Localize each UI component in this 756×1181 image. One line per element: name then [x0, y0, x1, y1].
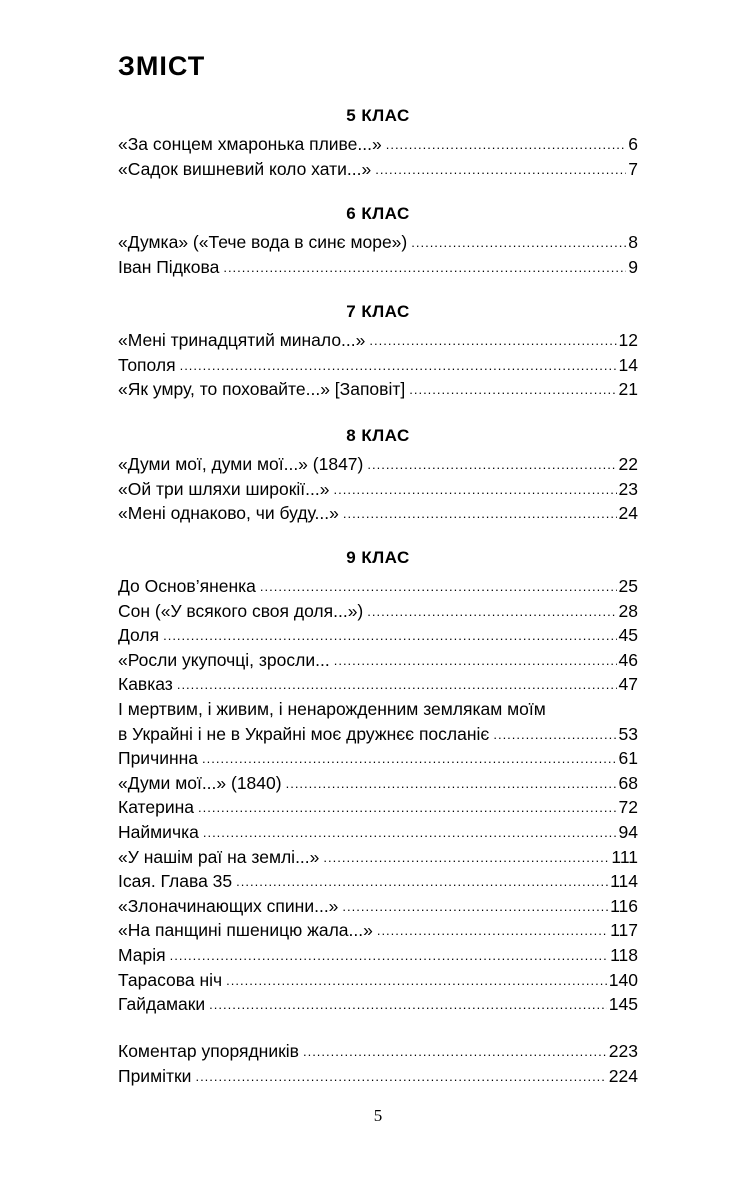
entry-page-number: 224	[608, 1065, 638, 1086]
entry-title: «Мені однаково, чи буду...»	[118, 503, 339, 524]
dot-leader	[493, 723, 616, 748]
section-grade-9	[118, 548, 638, 1017]
dot-leader	[342, 895, 608, 920]
dot-leader	[411, 231, 626, 256]
entry-title: «Садок вишневий коло хати...»	[118, 158, 372, 179]
entry-title: «За сонцем хмаронька пливе...»	[118, 134, 382, 154]
dot-leader	[334, 649, 617, 674]
entry-page-number: 53	[618, 723, 638, 744]
entry-title: «Думи мої...» (1840)	[118, 772, 282, 793]
dot-leader	[198, 796, 617, 821]
entry-page-number: 111	[611, 846, 638, 867]
toc-entry[interactable]	[118, 132, 638, 157]
entry-title: «Злоначинающих спини...»	[118, 895, 339, 916]
entry-title: «Як умру, то поховайте...» [Заповіт]	[118, 379, 406, 400]
entry-title: Причинна	[118, 748, 199, 769]
toc-entry[interactable]	[118, 1039, 638, 1064]
entry-title-line1: І мертвим, і живим, і ненарожденним землякам моїм	[118, 698, 546, 719]
toc-entry[interactable]	[118, 968, 638, 993]
dot-leader	[163, 624, 616, 649]
toc-entry[interactable]	[118, 722, 638, 747]
dot-leader	[177, 673, 617, 698]
toc-list	[118, 452, 638, 526]
section-grade-6	[118, 204, 638, 279]
dot-leader	[286, 772, 617, 797]
entry-page-number: 140	[608, 969, 638, 990]
toc-entry[interactable]	[118, 746, 638, 771]
page-title: ЗМІСТ	[118, 51, 206, 81]
entry-title: Іван Підкова	[118, 256, 220, 277]
section-heading: 6 КЛАС	[346, 204, 410, 223]
entry-page-number: 46	[618, 649, 638, 670]
toc-entry[interactable]	[118, 918, 638, 943]
entry-page-number: 118	[610, 944, 638, 965]
dot-leader	[209, 993, 607, 1018]
entry-page-number: 23	[618, 478, 638, 499]
toc-entry[interactable]	[118, 255, 638, 280]
section-heading: 9 КЛАС	[346, 548, 410, 567]
entry-page-number: 28	[618, 600, 638, 621]
entry-page-number: 24	[618, 503, 638, 524]
toc-list	[118, 132, 638, 181]
entry-title: Тарасова ніч	[118, 969, 223, 990]
toc-list	[118, 328, 638, 402]
toc-entry[interactable]	[118, 157, 638, 182]
entry-title: «У нашім раї на землі...»	[118, 846, 320, 867]
section-grade-7	[118, 302, 638, 402]
dot-leader	[180, 354, 617, 379]
entry-title: Доля	[118, 625, 160, 646]
entry-title: «На панщині пшеницю жала...»	[118, 920, 373, 941]
toc-entry[interactable]	[118, 820, 638, 845]
entry-title: Марія	[118, 944, 166, 965]
dot-leader	[375, 158, 626, 183]
entry-title: «Ой три шляхи широкії...»	[118, 478, 330, 499]
toc-entry[interactable]	[118, 845, 638, 870]
toc-entry[interactable]	[118, 623, 638, 648]
toc-entry[interactable]	[118, 230, 638, 255]
toc-entry[interactable]	[118, 943, 638, 968]
entry-title: «Мені тринадцятий минало...»	[118, 330, 366, 350]
entry-page-number: 72	[618, 797, 638, 818]
entry-page-number: 22	[618, 454, 638, 474]
entry-title: «Думка» («Тече вода в синє море»)	[118, 232, 408, 252]
toc-entry[interactable]	[118, 795, 638, 820]
dot-leader	[303, 1040, 607, 1065]
dot-leader	[226, 969, 607, 994]
toc-entry[interactable]	[118, 771, 638, 796]
dot-leader	[236, 870, 608, 895]
entry-page-number: 145	[608, 994, 638, 1015]
entry-page-number: 45	[618, 625, 638, 646]
entry-title: в Украйні і не в Украйні моє дружнєє посланіє	[118, 723, 490, 744]
section-grade-5	[118, 106, 638, 181]
entry-page-number: 21	[618, 379, 638, 400]
entry-page-number: 25	[618, 576, 638, 596]
toc-entry[interactable]	[118, 452, 638, 477]
dot-leader	[367, 600, 616, 625]
entry-title: До Основ’яненка	[118, 576, 256, 596]
toc-entry[interactable]	[118, 894, 638, 919]
entry-page-number: 6	[628, 134, 638, 154]
entry-title: «Росли укупочці, зросли...	[118, 649, 330, 670]
dot-leader	[386, 133, 627, 158]
dot-leader	[377, 919, 608, 944]
entry-page-number: 61	[618, 748, 638, 769]
entry-page-number: 14	[618, 354, 638, 375]
entry-page-number: 114	[610, 871, 638, 892]
toc-list	[118, 230, 638, 279]
toc-entry-first-line[interactable]	[118, 697, 638, 722]
toc-list	[118, 1039, 638, 1088]
dot-leader	[203, 821, 617, 846]
dot-leader	[343, 502, 617, 527]
dot-leader	[223, 256, 626, 281]
entry-title: Сон («У всякого своя доля...»)	[118, 600, 364, 621]
toc-entry[interactable]	[118, 648, 638, 673]
section-heading: 5 КЛАС	[346, 106, 410, 125]
page-number: 5	[373, 1106, 383, 1125]
entry-page-number: 68	[618, 772, 638, 793]
section-grade-8	[118, 426, 638, 526]
section-heading: 8 КЛАС	[346, 426, 410, 445]
dot-leader	[260, 575, 617, 600]
toc-entry[interactable]	[118, 377, 638, 402]
entry-page-number: 8	[628, 232, 638, 252]
toc-entry[interactable]	[118, 599, 638, 624]
appendix-section	[118, 1039, 638, 1088]
entry-title: Наймичка	[118, 821, 199, 842]
entry-title: Катерина	[118, 797, 194, 818]
entry-page-number: 116	[610, 895, 638, 916]
dot-leader	[323, 846, 609, 871]
entry-page-number: 117	[610, 920, 638, 941]
dot-leader	[202, 747, 616, 772]
toc-entry[interactable]	[118, 869, 638, 894]
entry-title: Ісая. Глава 35	[118, 871, 233, 892]
dot-leader	[195, 1065, 606, 1090]
entry-page-number: 12	[618, 330, 638, 350]
entry-page-number: 223	[608, 1041, 638, 1061]
dot-leader	[334, 478, 617, 503]
entry-title: Гайдамаки	[118, 994, 206, 1015]
toc-entry[interactable]	[118, 328, 638, 353]
dot-leader	[170, 944, 608, 969]
dot-leader	[367, 453, 616, 478]
entry-title: «Думи мої, думи мої...» (1847)	[118, 454, 364, 474]
dot-leader	[369, 329, 616, 354]
entry-title: Коментар упорядників	[118, 1041, 299, 1061]
toc-entry[interactable]	[118, 992, 638, 1017]
toc-entry[interactable]	[118, 672, 638, 697]
toc-entry[interactable]	[118, 1064, 638, 1089]
toc-entry[interactable]	[118, 574, 638, 599]
entry-page-number: 7	[628, 158, 638, 179]
toc-entry[interactable]	[118, 477, 638, 502]
entry-page-number: 9	[628, 256, 638, 277]
dot-leader	[409, 378, 616, 403]
entry-title: Тополя	[118, 354, 176, 375]
toc-entry[interactable]	[118, 353, 638, 378]
entry-page-number: 94	[618, 821, 638, 842]
toc-entry[interactable]	[118, 501, 638, 526]
entry-title: Примітки	[118, 1065, 192, 1086]
section-heading: 7 КЛАС	[346, 302, 410, 321]
entry-title: Кавказ	[118, 674, 173, 695]
entry-page-number: 47	[618, 674, 638, 695]
toc-list	[118, 574, 638, 1017]
